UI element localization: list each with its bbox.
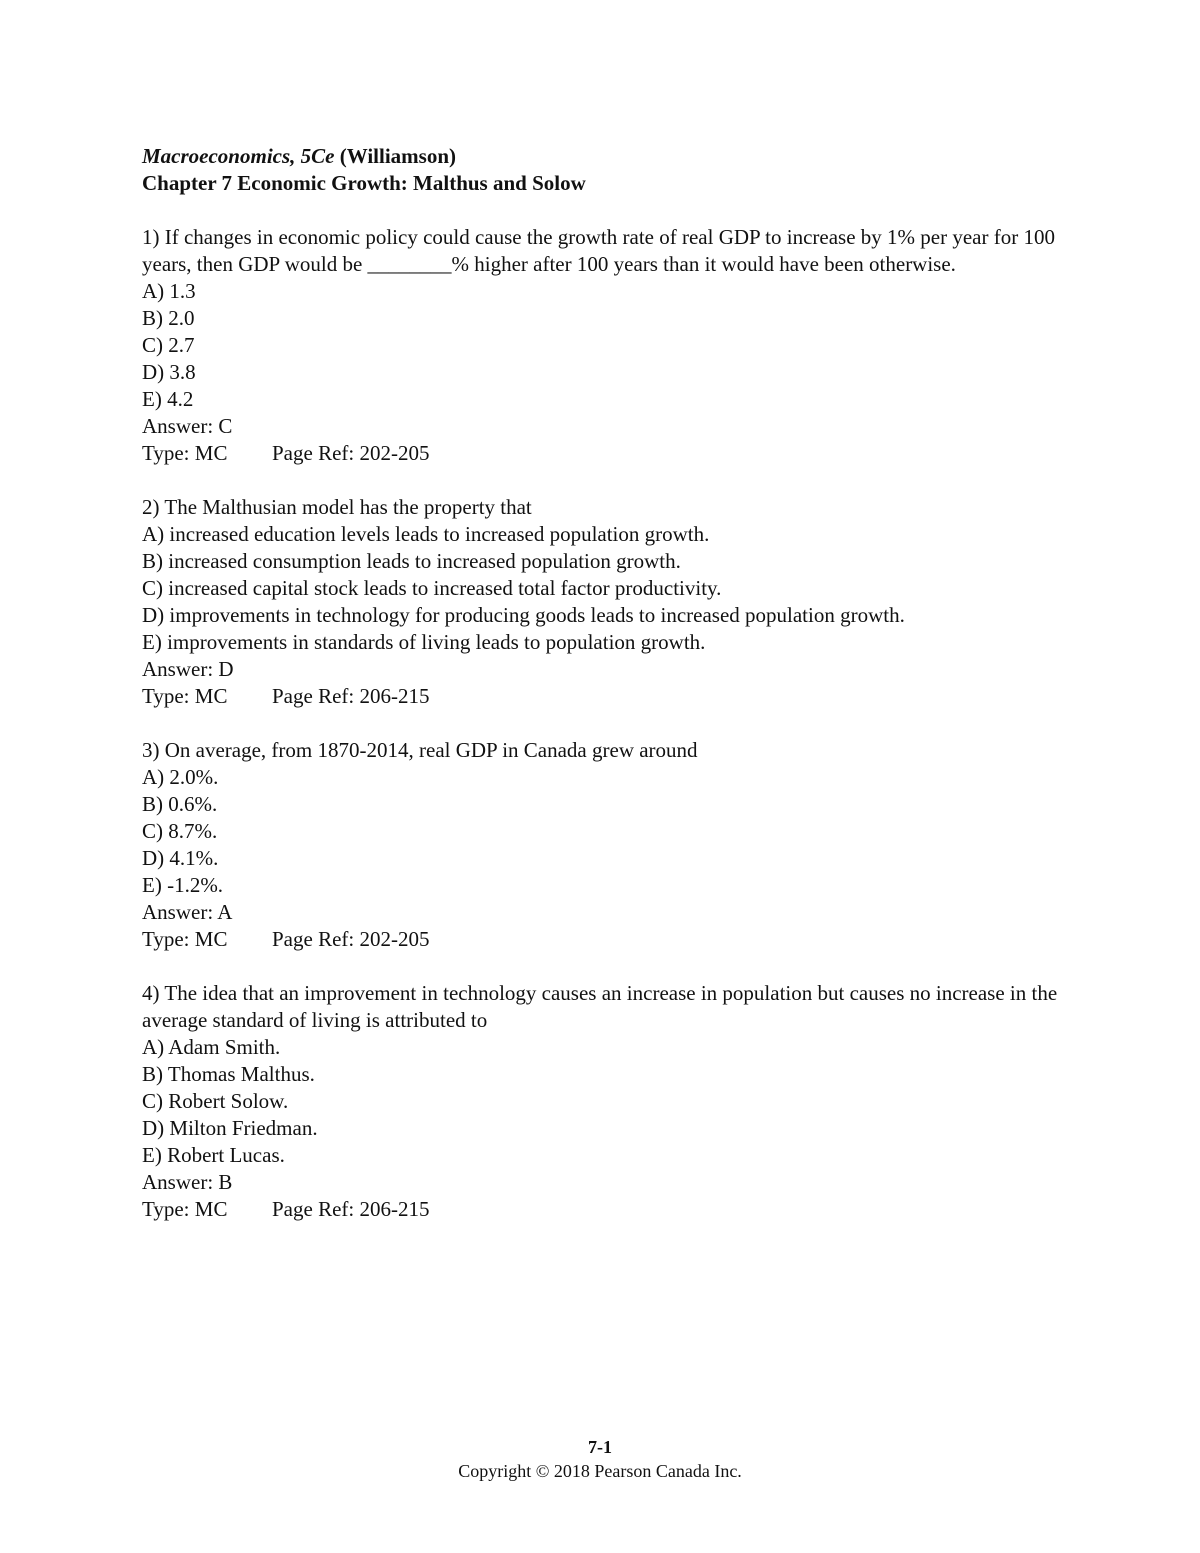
question-type: Type: MC [142,1197,228,1221]
question-type: Type: MC [142,927,228,951]
question-text: 2) The Malthusian model has the property that [142,495,532,519]
book-author: (Williamson) [334,144,457,168]
question-3 [142,737,1072,953]
option-b: B) 2.0 [142,306,195,330]
option-a: A) Adam Smith. [142,1035,281,1059]
option-d: D) 3.8 [142,360,196,384]
page-ref: Page Ref: 206-215 [272,1197,430,1221]
answer: Answer: D [142,657,234,681]
option-b: B) Thomas Malthus. [142,1062,315,1086]
question-2 [142,494,1072,710]
answer: Answer: C [142,414,233,438]
option-d: D) improvements in technology for producing goods leads to increased population growth. [142,603,905,627]
option-b: B) 0.6%. [142,792,218,816]
option-e: E) 4.2 [142,387,194,411]
book-title-line [142,143,1072,170]
question-text: 1) If changes in economic policy could cause the growth rate of real GDP to increase by 1% per year for 100 years, then GDP would be ________% higher after 100 years than it would have been otherwise. [142,225,1055,276]
option-a: A) increased education levels leads to increased population growth. [142,522,710,546]
page-ref: Page Ref: 206-215 [272,684,430,708]
question-1 [142,224,1072,467]
option-e: E) Robert Lucas. [142,1143,285,1167]
answer: Answer: B [142,1170,233,1194]
question-4 [142,980,1072,1223]
question-meta [142,926,1072,953]
book-title: Macroeconomics, 5Ce [142,144,335,168]
page-content [142,143,1072,1223]
option-a: A) 2.0%. [142,765,219,789]
option-c: C) Robert Solow. [142,1089,289,1113]
option-d: D) Milton Friedman. [142,1116,318,1140]
option-d: D) 4.1%. [142,846,219,870]
page-ref: Page Ref: 202-205 [272,927,430,951]
option-b: B) increased consumption leads to increased population growth. [142,549,681,573]
page-number: 7-1 [588,1437,612,1457]
question-text: 3) On average, from 1870-2014, real GDP in Canada grew around [142,738,698,762]
question-meta [142,1196,1072,1223]
copyright-notice: Copyright © 2018 Pearson Canada Inc. [458,1461,742,1481]
option-c: C) increased capital stock leads to increased total factor productivity. [142,576,722,600]
option-e: E) improvements in standards of living leads to population growth. [142,630,706,654]
page-ref: Page Ref: 202-205 [272,441,430,465]
option-c: C) 8.7%. [142,819,218,843]
question-type: Type: MC [142,441,228,465]
answer: Answer: A [142,900,233,924]
question-text: 4) The idea that an improvement in technology causes an increase in population but causes no increase in the average standard of living is attributed to [142,981,1058,1032]
question-type: Type: MC [142,684,228,708]
option-c: C) 2.7 [142,333,195,357]
option-e: E) -1.2%. [142,873,224,897]
question-meta [142,440,1072,467]
option-a: A) 1.3 [142,279,196,303]
question-meta [142,683,1072,710]
chapter-title: Chapter 7 Economic Growth: Malthus and Solow [142,171,586,195]
